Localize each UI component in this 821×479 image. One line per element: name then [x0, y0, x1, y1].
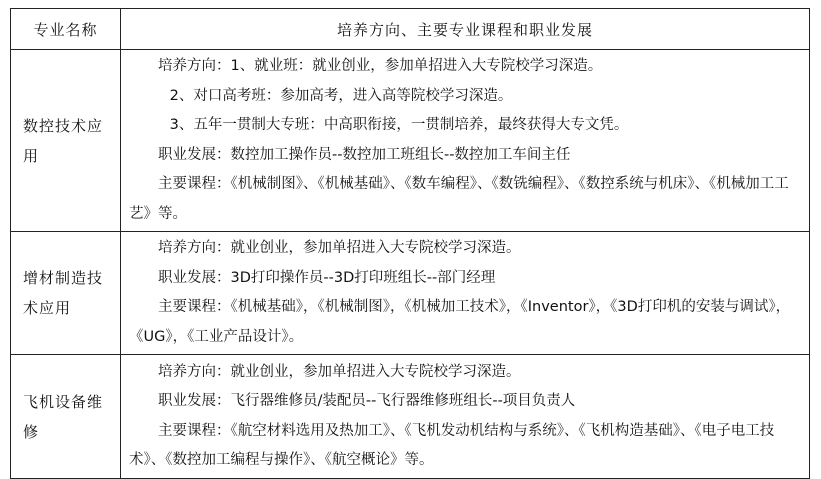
major-name: 增材制造技术应用	[11, 232, 121, 355]
detail-line: 培养方向：就业创业，参加单招进入大专院校学习深造。	[158, 363, 521, 380]
table-row	[11, 232, 810, 355]
major-details	[121, 50, 810, 232]
detail-line: 职业发展：数控加工操作员--数控加工班组长--数控加工车间主任	[158, 146, 571, 163]
major-table	[10, 8, 810, 479]
major-name: 飞机设备维修	[11, 355, 121, 479]
detail-line: 主要课程：《航空材料选用及热加工》、《飞机发动机结构与系统》、《飞机构造基础》、《电子电工技术》、《数控加工编程与操作》、《航空概论》等。	[129, 422, 775, 468]
table-row	[11, 355, 810, 479]
document-page	[10, 8, 810, 479]
table-row	[11, 50, 810, 232]
detail-line: 3、五年一贯制大专班：中高职衔接，一贯制培养，最终获得大专文凭。	[169, 117, 629, 133]
major-details	[121, 355, 810, 479]
detail-line: 主要课程：《机械制图》、《机械基础》、《数车编程》、《数铣编程》、《数控系统与机床》、《机械加工工艺》等。	[129, 176, 789, 222]
header-description: 培养方向、主要专业课程和职业发展	[121, 9, 810, 50]
detail-line: 职业发展：3D打印操作员--3D打印班组长--部门经理	[158, 269, 496, 286]
major-details	[121, 232, 810, 355]
detail-line: 培养方向：就业创业，参加单招进入大专院校学习深造。	[158, 240, 521, 256]
detail-line: 主要课程：《机械基础》，《机械制图》，《机械加工技术》，《Inventor》，《3D打印机的安装与调试》，《UG》，《工业产品设计》。	[129, 299, 791, 345]
header-major-name: 专业名称	[11, 9, 121, 50]
major-name: 数控技术应用	[11, 50, 121, 232]
table-header-row	[11, 9, 810, 50]
detail-line: 培养方向：1、就业班：就业创业，参加单招进入大专院校学习深造。	[158, 58, 603, 74]
detail-line: 职业发展：飞行器维修员/装配员--飞行器维修班组长--项目负责人	[158, 393, 576, 409]
detail-line: 2、对口高考班：参加高考，进入高等院校学习深造。	[169, 87, 513, 104]
